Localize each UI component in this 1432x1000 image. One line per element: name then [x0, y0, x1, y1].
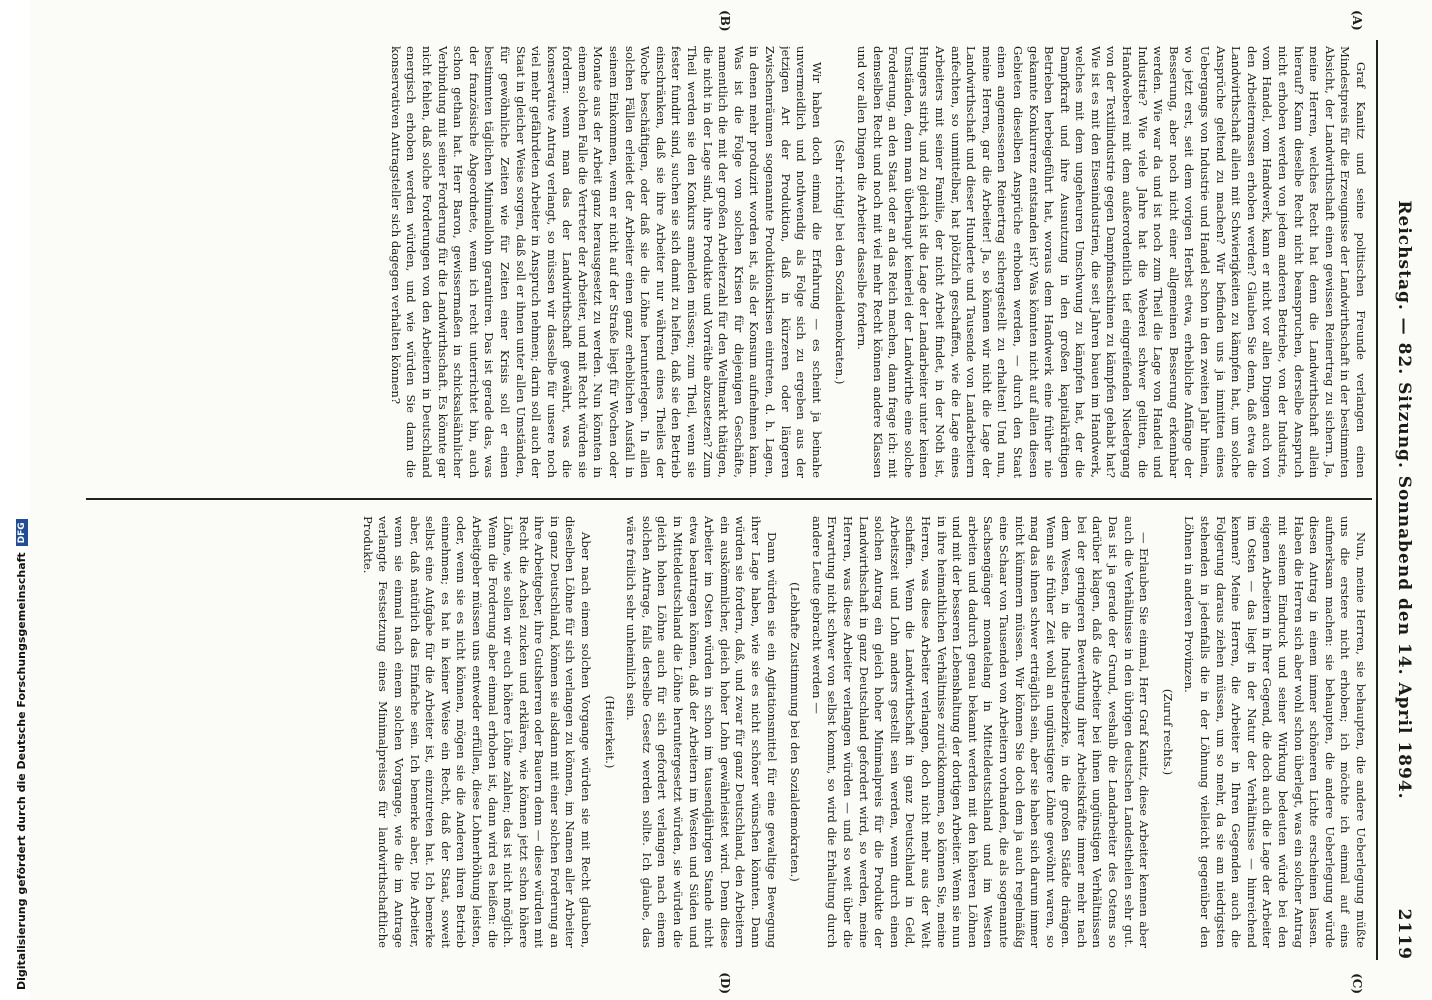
paragraph: Graf Kanitz und seine politischen Freunde verlangen einen Mindestpreis für die Erzeugnisse der Landwirthschaft in der bestimmten Absicht, der Landwirthschaft einen gewissen Reinertrag zu sichern. Ja, meine Herren, welches Recht hat denn die Landwirthschaft allein hierauf? Kann dieselbe Recht nicht beanspruchen, derselbe Anspruch nicht erhoben werden von jedem anderen Betriebe, von der Industrie, vom Handel, vom Handwerk, kann er nicht vor allen Dingen auch von den Arbeitermassen erhoben werden? Glauben Sie denn, daß etwa die Landwirthschaft allein mit Schwierigkeiten zu kämpfen hat, um solche Ansprüche geltend zu machen? Wir befinden uns ja inmitten eines Uebergangs von Industrie und Handel schon in den zweiten Jahr hinein, wo jetzt erst, seit dem vorigen Herbst etwa, erhebliche Anfänge der Besserung, aber noch nicht einer allgemeinen Besserung erkennbar werden. Wie war da und ist noch zum Theil die Lage von Handel und Industrie? Wie viele Jahre hat die Weberei schwer gelitten, die Handweberei mit dem außerordentlich tief eingreifenden Niedergang von der Textilindustrie gegen Dampfmaschinen zu kämpfen gehabt hat? Wie ist es mit den Eisenindustrien, die seit Jahren bauen im Handwerk, welches mit dem ungeheuren Umschwung zu kämpfen hat, der die Dampfkraft und ihre Ausnutzung in den großen kapitalkräftigen Betrieben herbeigeführt hat, woraus dem Handwerk eine früher nie gekannte Konkurrenz entstanden ist? Was könnten nicht auf allen diesen Gebieten dieselben Ansprüche erhoben werden, — durch den Staat einen angemessenen Reinertrag sichergestellt zu erhalten! Und nun, meine Herren, gar die Arbeiter! Ja, so können wir nicht die Lage der Landwirthschaft und dieser Hunderte und Tausende von Landarbeitern anfechten, so unmittelbar, hat plötzlich geschaffen, wie die Lage eines Arbeiters mit seiner Familie, der nicht Arbeit findet, in der Noth ist, Hungers stirbt, und zu gleich ist die Lage der Landarbeiter unter keinen Umständen, denn man überhaupt keinerlei der Landwirthe eine solche Forderung, an den Staat oder an das Reich machen, dann frage ich: mit demselben Recht und noch mit viel mehr Recht können andere Klassen und vor allen Dingen die Arbeiter dasselbe fordern. — [855, 46, 1368, 478]
digitization-credit — [15, 519, 28, 990]
page-title: Reichstag. — 82. Sitzung. Sonnabend den 14. April 1894. — [1394, 200, 1414, 800]
paragraph: Nun, meine Herren, sie behaupten, die andere Ueberlegung müßte uns die erstere nicht erhoben; ich möchte ich einmal auf eins aufmerksam machen: sie behaupten, die andere Ueberlegung würde diesen Antrag in einem immer schöneren Lichte erscheinen lassen. Haben die Herren sich aber wohl schon überlegt, was ein solcher Antrag mit seinem Eindruck und seiner Wirkung bedeuten würde bei den eigenen Arbeitern in Ihrer Gegend, die doch auch die Lage der Arbeiter im Osten — das liegt in der Natur der Verhältnisse — hinreichend kennen? Meine Herren, die Arbeiter in Ihren Gegenden auch die Folgerung daraus ziehen müssen, um so mehr, da sie am niedrigsten stehenden in jedenfalls die in der Löhnung vielleicht gegenüber den Löhnen in anderen Provinzen. — [1182, 516, 1368, 948]
paragraph: Dann würden sie ein Agitationsmittel für eine gewaltige Bewegung ihrer Lage haben, wie sie es nicht schöner wünschen könnten. Dann würden sie fordern, daß, und zwar für ganz Deutschland, den Arbeitern ein auskömmlicher, gleich hoher Lohn gewährleistet wird. Denn diese Arbeiter im Osten würden in schon im tausendjährigen Stande nicht etwa beantragen können, daß der Arbeitern im Westen und Süden und in Mitteldeutschland die Löhne heruntergesetzt würden, sie würden die gleich hohen Löhne auch für sich gefordert verlangen nach einem solchen Antrage, falls derselbe Gesetz werden sollte. Ich glaube, das wäre freilich sehr unheimlich sein. — [624, 516, 779, 948]
footer-strip — [0, 0, 30, 1000]
credit-text: Digitalisierung gefördert durch die Deutsche Forschungsgemeinschaft — [15, 552, 28, 990]
header-rule — [1376, 40, 1378, 960]
paragraph: Aber nach einem solchen Vorgange würden sie mit Recht glauben, dieselben Löhne für sich verlangen zu können, im Namen aller Arbeiter in ganz Deutschland, können sie alsdann mit einer solchen Forderung an ihre Arbeitgeber, ihre Gutsherren oder Bauern denn — diese würden mit Recht die Achsel zucken und erklären, wie können jetzt schon höhere Löhne, wie sollen wir euch höhere Löhne zahlen; das ist nicht möglich. Wenn die Forderung aber einmal erhoben ist, dann wird es heißen: die Arbeitgeber müssen uns entweder erfüllen, diese Lohnerhöhung leisten, oder, wenn sie es nicht können, mögen sie die Anderen ihren Betrieb einnehmen; es hat in keiner Weise ein Recht, daß der Staat, soweit selbst eine Aufgabe für die Arbeiter ist, einzutreten hat. Ich bemerke aber, daß natürlich das Einfache sein. Ich bemerke aber, Die Arbeiter, wenn sie einmal nach einem solchen Vorgange, wie die im Antrage verlangte Festsetzung eines Minimalpreises für landwirthschaftliche Produkte. — [360, 516, 594, 948]
margin-marker-a: (A) — [1350, 10, 1364, 31]
column-divider — [86, 498, 1372, 500]
paragraph-note: (Zuruf rechts.) — [1160, 688, 1175, 776]
rotated-document-page — [56, 0, 1432, 1000]
paragraph: — Erlauben Sie einmal, Herr Graf Kanitz, diese Arbeiter kennen aber auch die Verhältnisse in den übrigen deutschen Landestheilen sehr gut. Das ist ja gerade der Grund, weshalb die Landarbeiter des Ostens so darüber klagen, daß die Arbeiter bei ihnen ungünstigen Verhältnissen bei der geringeren Bewerthung ihrer Arbeitskräfte immer mehr nach dem Westen, in die Industriebezirke, in die großen Städte drängen. Wenn sie früher Zeit wohl an ungünstigere Löhne gewöhnt waren, so mag das ihnen schwer erträglich sein, aber sie haben sich darum immer nicht kümmern müssen. Wir können Sie doch dem ja auch regelmäßig eine Schaar von Tausenden von Arbeitern vorhanden, die als sogenannte Sachsengänger monatelang in Mitteldeutschland und im Westen arbeiten und dadurch genau bekannt werden mit den höheren Löhnen und mit der besseren Lebenshaltung der dortigen Arbeiter. Wenn sie nun in ihre heimathlichen Verhältnisse zurückkommen, so können Sie, meine Herren, was diese Arbeiter verlangen, doch nicht mehr aus der Welt schaffen. Wenn die Landwirthschaft in ganz Deutschland in Geld, Arbeitszeit und Lohn anders gestellt sein werden, wenn durch einen solchen Antrag ein gleich hoher Minimalpreis für die Produkte der Landwirthschaft in ganz Deutschland gefordert wird, so werden, meine Herren, was diese Arbeiter verlangen würden — und so weit über die Erwartung nicht schwer von selbst kommt, so wird die Erhaltung durch andere Leute gebracht werden — — [809, 516, 1152, 948]
paragraph-note: (Lebhafte Zustimmung bei den Sozialdemokraten.) — [788, 582, 803, 882]
margin-marker-c: (C) — [1350, 973, 1364, 994]
page-header — [1378, 40, 1422, 960]
margin-marker-d: (D) — [718, 972, 732, 994]
left-text-column — [86, 46, 1368, 478]
right-text-column — [86, 516, 1368, 948]
paragraph-note: (Sehr richtig! bei den Sozialdemokraten.) — [833, 139, 848, 385]
paragraph: Wir haben doch einmal die Erfahrung — es scheint ja beinahe unvermeidlich und nothwendig als Folge sich zu ergeben aus der jetzigen Art der Produktion, daß in kürzeren oder längeren Zwischenräumen sogenannte Produktionskrisen eintreten, d. h. Lagen, in denen mehr produzirt worden ist, als der Konsum aufnehmen kann. Was ist die Folge von solchen Krisen für diejenigen Geschäfte, namentlich die mit der großen Arbeiterzahl für den Weltmarkt thätigen, die nicht in der Lage sind, ihre Produkte und Vorräthe abzusetzen? Zum Theil werden sie den Konkurs anmelden müssen; zum Theil, wenn sie fester fundirt sind, suchen sie sich damit zu helfen, daß sie den Betrieb einschränken, daß sie ihre Arbeiter nur während eines Theiles der Woche beschäftigen, oder daß sie die Löhne herunterlegen. In allen solchen Fällen erleidet der Arbeiter einen ganz erheblichen Ausfall in seinem Einkommen, wenn er nicht auf der Straße liegt für Wochen oder Monate aus der Arbeit ganz herausgesetzt zu werden. Nun könnten in einem solchen Falle die Vertreter der Arbeiter, und mit Recht würden sie fordern: wenn man das der Landwirthschaft gewährt, was die konservative Antrag verlangt, so müssen wir dasselbe für unsere noch viel mehr gefährdeten Arbeiter in Anspruch nehmen; darin soll auch der Staat in gleicher Weise sorgen, daß soll er ihnen unter allen Umständen, für gewöhnliche Zeiten wie für Zeiten einer Krisis soll er einen bestimmten täglichen Minimallohn garantiren. Das ist gerade das, was der französische Abgeordnete, wenn ich recht unterrichtet bin, auch schon gethan hat. Herr Baron, gewissermaßen in schicksalsähnlicher Verbindung mit seiner Forderung für die Landwirthschaft. Es könnte gar nicht fehlen, daß solche Forderungen von den Arbeitern in Deutschland energisch erhoben werden würden, und wie würden Sie dann die konservativen Antragsteller sich dagegen verhalten können? — [388, 46, 824, 478]
paragraph-note: (Heiterkeit.) — [602, 695, 617, 769]
margin-marker-b: (B) — [718, 10, 732, 32]
right-page-number: 2119 — [1394, 908, 1414, 960]
dfg-logo: DFG — [16, 519, 28, 546]
